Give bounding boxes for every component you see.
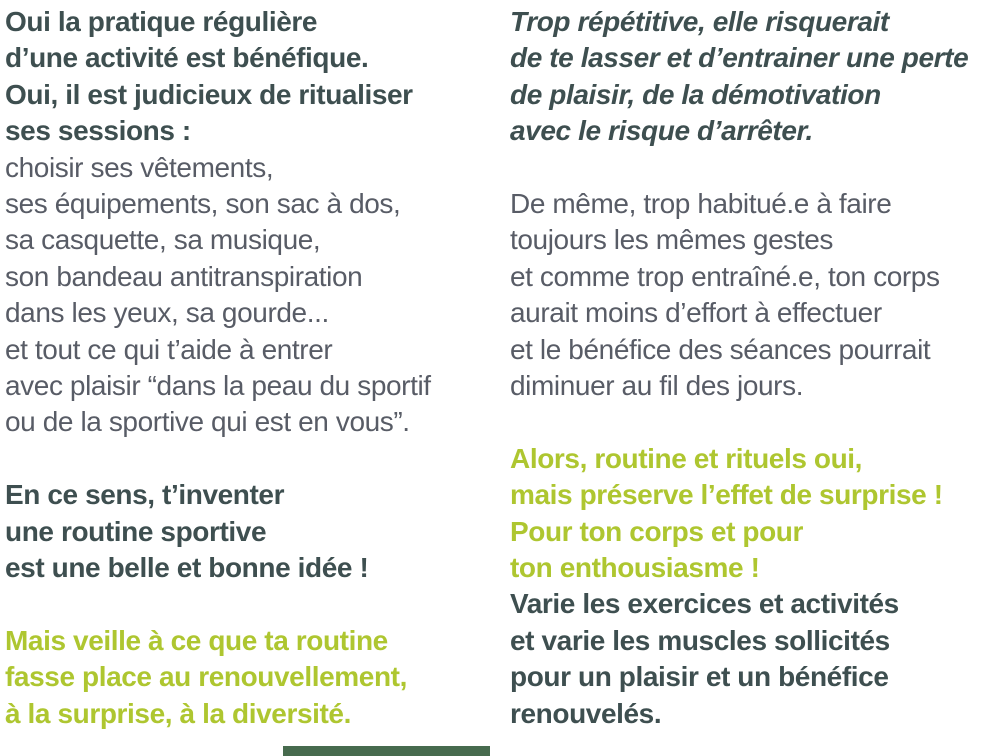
text-line: renouvelés. (510, 697, 662, 729)
bottom-accent-bar (283, 746, 490, 756)
left-column (5, 4, 475, 732)
text-line: ton enthousiasme ! (510, 552, 760, 584)
text-line: à la surprise, à la diversité. (5, 697, 351, 729)
text-line: et le bénéfice des séances pourrait (510, 333, 931, 365)
text-line: et varie les muscles sollicités (510, 624, 890, 656)
right-explanation-paragraph (510, 186, 1005, 404)
text-line: Pour ton corps et pour (510, 515, 803, 547)
text-line: mais préserve l’effet de surprise ! (510, 479, 943, 511)
right-advice-paragraph (510, 586, 1005, 732)
text-line: de te lasser et d’entrainer une perte (510, 42, 969, 74)
text-line: diminuer au fil des jours. (510, 370, 804, 402)
text-line: En ce sens, t’inventer (5, 479, 285, 511)
text-line: sa casquette, sa musique, (5, 224, 321, 256)
text-line: fasse place au renouvellement, (5, 661, 407, 693)
text-line: aurait moins d’effort à effectuer (510, 297, 882, 329)
text-line: ses équipements, son sac à dos, (5, 188, 401, 220)
text-line: choisir ses vêtements, (5, 151, 274, 183)
text-line: ses sessions : (5, 115, 191, 147)
text-line: pour un plaisir et un bénéfice (510, 661, 889, 693)
left-examples-paragraph (5, 150, 475, 441)
text-line: Oui, il est judicieux de ritualiser (5, 78, 413, 110)
text-line: de plaisir, de la démotivation (510, 78, 881, 110)
text-line: ou de la sportive qui est en vous”. (5, 406, 410, 438)
text-line: son bandeau antitranspiration (5, 260, 363, 292)
text-line: Alors, routine et rituels oui, (510, 442, 863, 474)
text-line: est une belle et bonne idée ! (5, 552, 369, 584)
left-conclusion-paragraph (5, 477, 475, 586)
right-warning-paragraph (510, 4, 1005, 150)
text-line: Varie les exercices et activités (510, 588, 899, 620)
left-intro-paragraph (5, 4, 475, 150)
text-line: Trop répétitive, elle risquerait (510, 6, 889, 37)
text-line: Mais veille à ce que ta routine (5, 624, 388, 656)
text-line: avec plaisir “dans la peau du sportif (5, 370, 431, 402)
right-highlight-paragraph (510, 441, 1005, 587)
right-column (510, 4, 1005, 732)
text-line: et comme trop entraîné.e, ton corps (510, 260, 940, 292)
text-line: De même, trop habitué.e à faire (510, 188, 892, 220)
left-highlight-paragraph (5, 623, 475, 732)
text-line: d’une activité est bénéfique. (5, 42, 369, 74)
text-line: et tout ce qui t’aide à entrer (5, 333, 333, 365)
text-line: toujours les mêmes gestes (510, 224, 834, 256)
text-line: dans les yeux, sa gourde... (5, 297, 329, 329)
text-line: avec le risque d’arrêter. (510, 115, 813, 147)
text-line: une routine sportive (5, 515, 267, 547)
text-line: Oui la pratique régulière (5, 6, 318, 37)
